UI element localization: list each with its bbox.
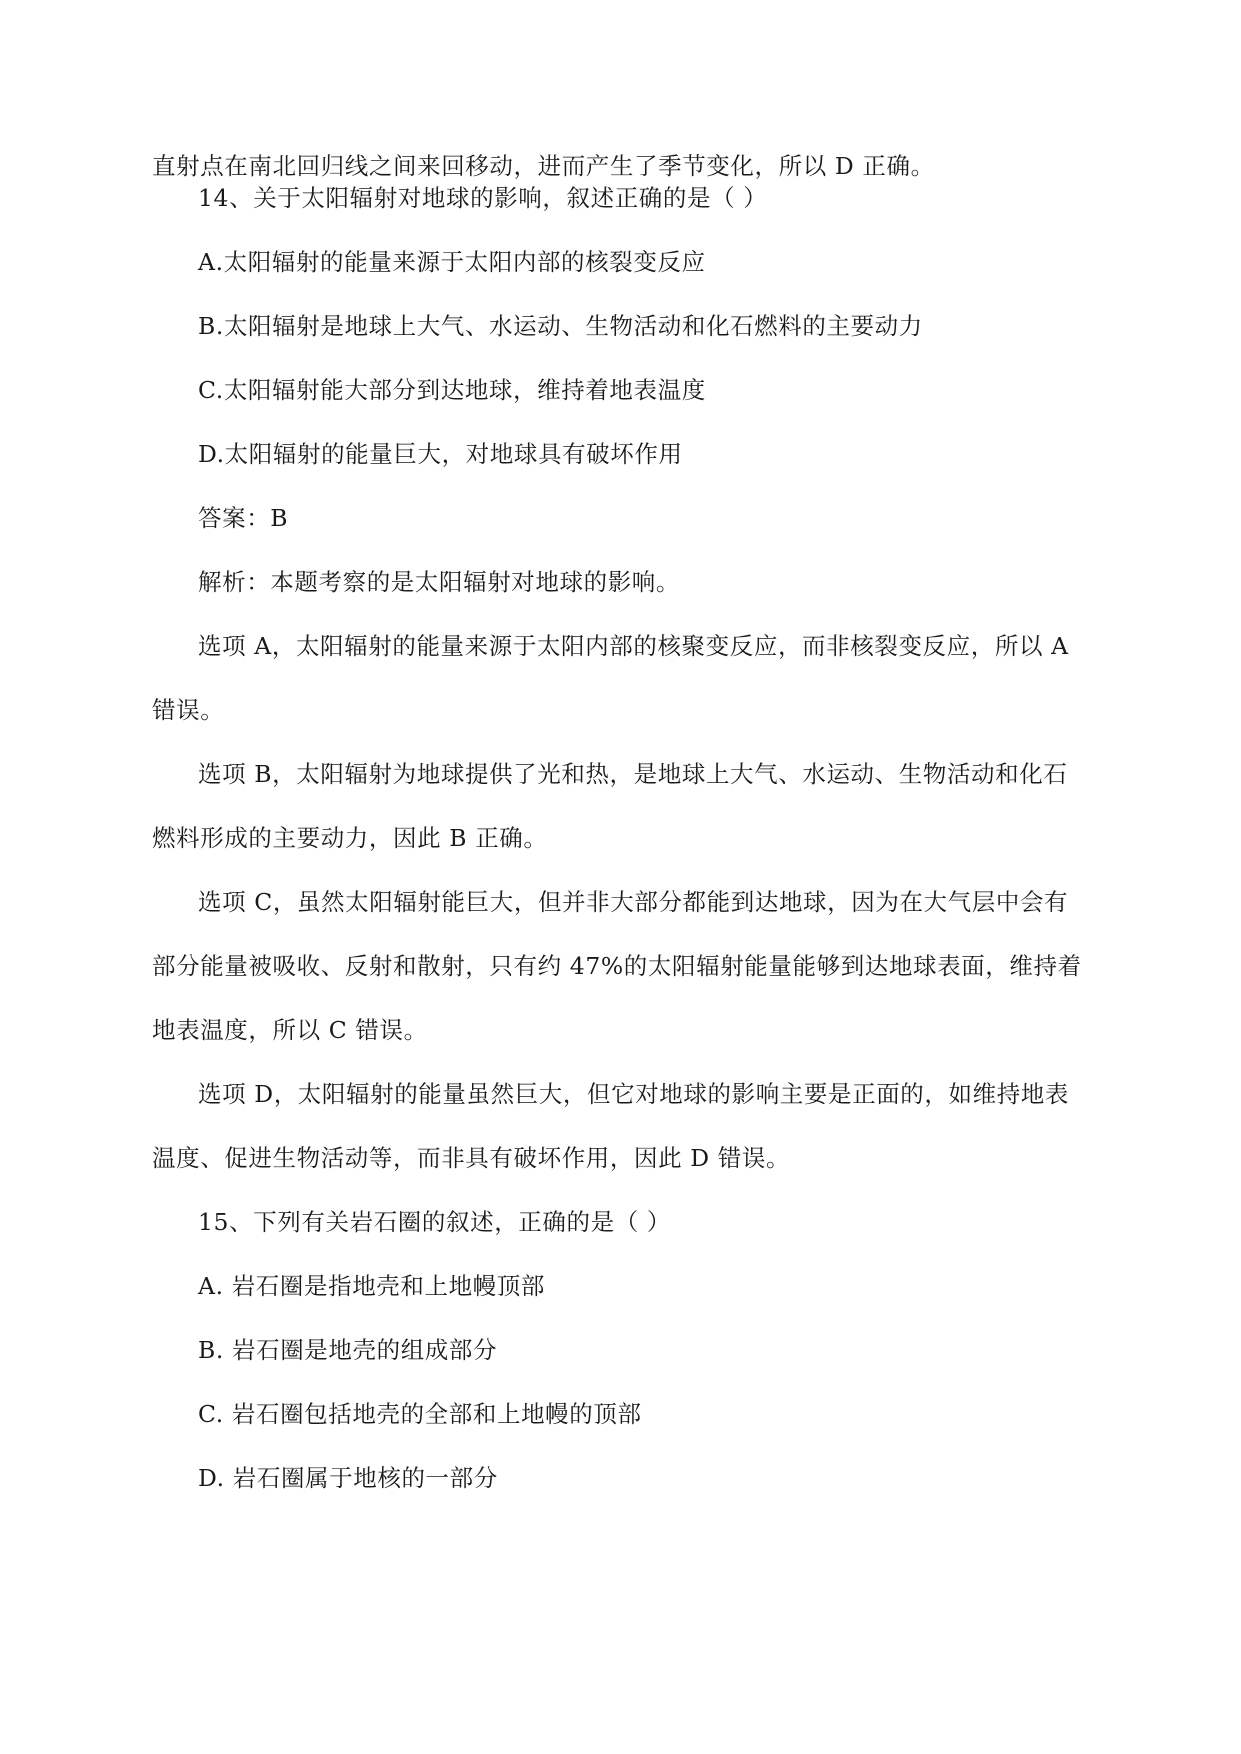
text-line: 燃料形成的主要动力，因此 B 正确。: [152, 824, 548, 852]
text-line: 选项 C，虽然太阳辐射能巨大，但并非大部分都能到达地球，因为在大气层中会有: [198, 888, 1069, 916]
option-15-d: D. 岩石圈属于地核的一部分: [198, 1464, 498, 1492]
text-line: 选项 A，太阳辐射的能量来源于太阳内部的核聚变反应，而非核裂变反应，所以 A: [198, 632, 1069, 660]
text-line: 地表温度，所以 C 错误。: [152, 1016, 428, 1044]
text-line: 错误。: [152, 696, 225, 724]
option-14-a: A.太阳辐射的能量来源于太阳内部的核裂变反应: [198, 248, 706, 276]
option-15-a: A. 岩石圈是指地壳和上地幔顶部: [198, 1272, 546, 1300]
option-15-c: C. 岩石圈包括地壳的全部和上地幔的顶部: [198, 1400, 642, 1428]
text-line: 选项 B，太阳辐射为地球提供了光和热，是地球上大气、水运动、生物活动和化石: [198, 760, 1068, 788]
text-line: 温度、促进生物活动等，而非具有破坏作用，因此 D 错误。: [152, 1144, 791, 1172]
text-line: 选项 D，太阳辐射的能量虽然巨大，但它对地球的影响主要是正面的，如维持地表: [198, 1080, 1070, 1108]
option-14-b: B.太阳辐射是地球上大气、水运动、生物活动和化石燃料的主要动力: [198, 312, 923, 340]
option-15-b: B. 岩石圈是地壳的组成部分: [198, 1336, 498, 1364]
option-14-d: D.太阳辐射的能量巨大，对地球具有破坏作用: [198, 440, 683, 468]
analysis-14: 解析：本题考察的是太阳辐射对地球的影响。: [198, 568, 680, 596]
option-14-c: C.太阳辐射能大部分到达地球，维持着地表温度: [198, 376, 706, 404]
text-line: 直射点在南北回归线之间来回移动，进而产生了季节变化，所以 D 正确。: [152, 152, 935, 180]
answer-14: 答案：B: [198, 504, 289, 532]
question-14-title: 14、关于太阳辐射对地球的影响，叙述正确的是（ ）: [198, 184, 768, 212]
question-15-title: 15、下列有关岩石圈的叙述，正确的是（ ）: [198, 1208, 671, 1236]
text-line: 部分能量被吸收、反射和散射，只有约 47%的太阳辐射能量能够到达地球表面，维持着: [152, 952, 1082, 980]
